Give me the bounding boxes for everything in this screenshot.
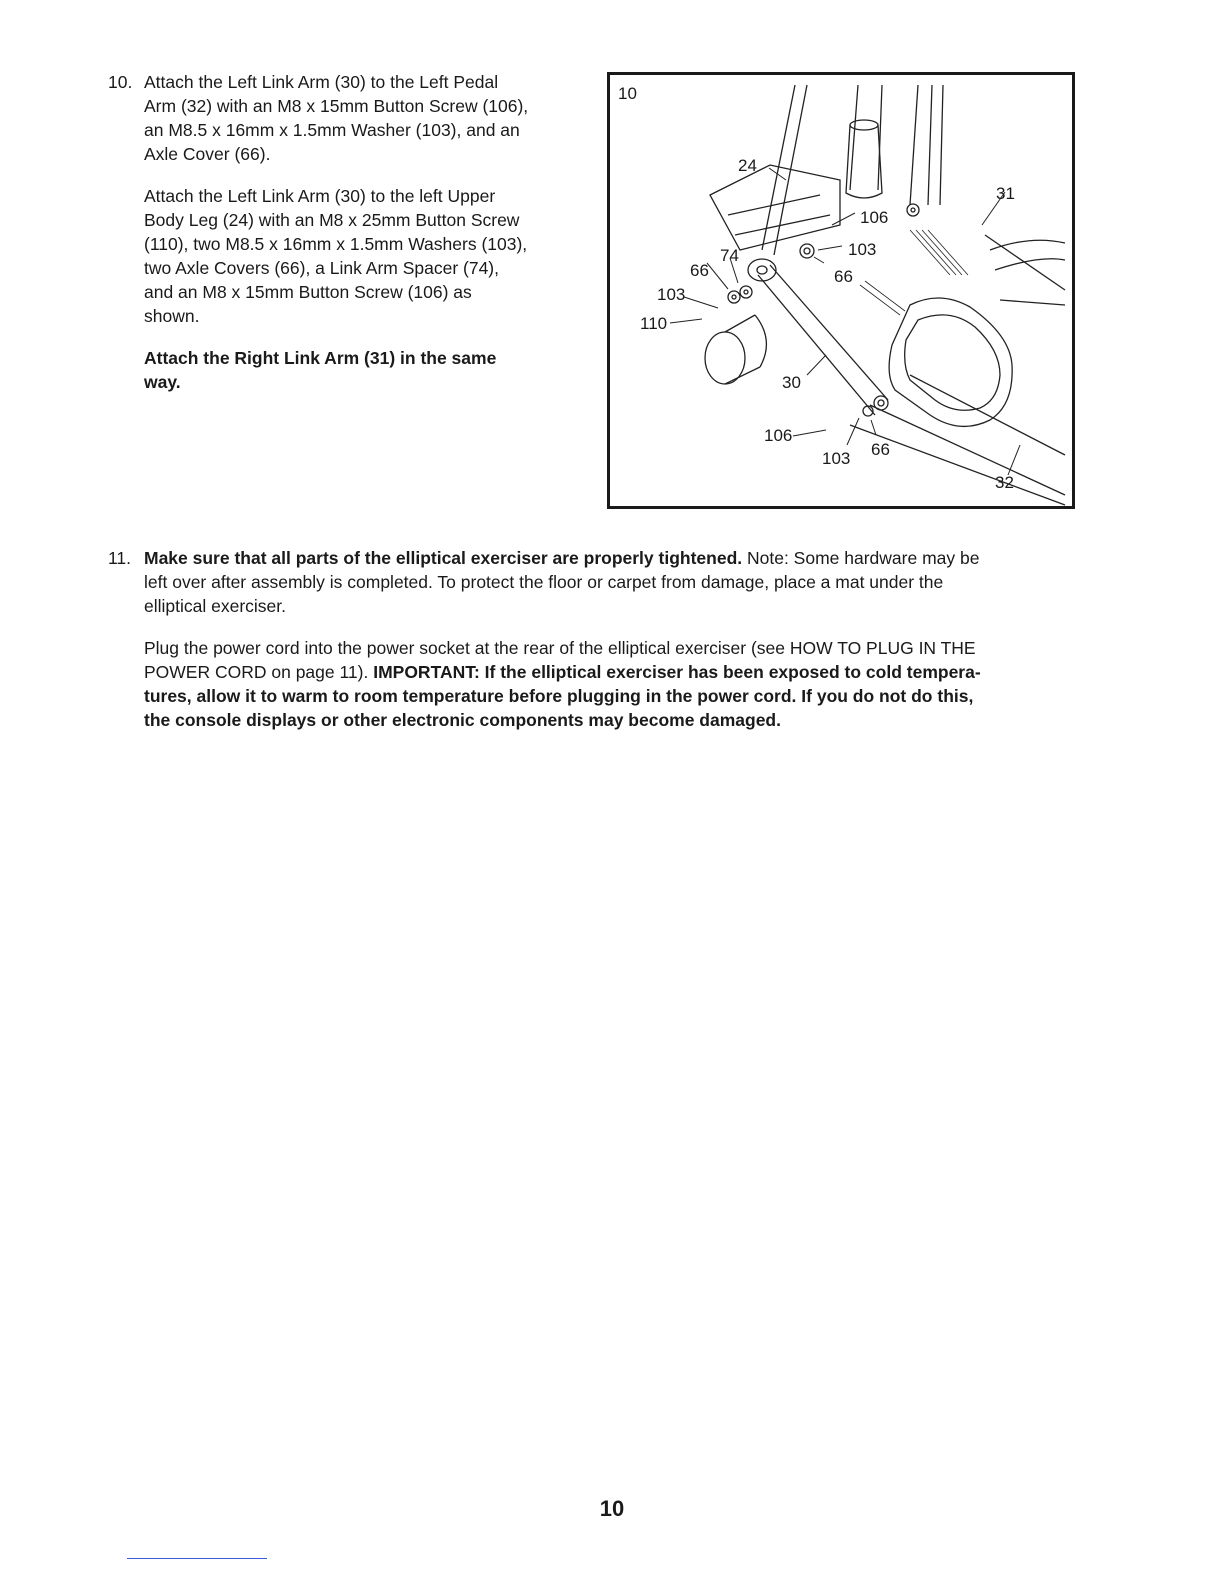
step-number: 10. xyxy=(108,72,133,92)
text-line: left over after assembly is completed. To protect the floor or carpet from damage, place a mat under the xyxy=(144,572,944,592)
callout-66-lower: 66 xyxy=(871,440,890,459)
callout-106-upper: 106 xyxy=(860,208,889,227)
text-line: an M8.5 x 16mm x 1.5mm Washer (103), and an xyxy=(144,120,520,140)
text-line xyxy=(144,546,1118,570)
text-line: Body Leg (24) with an M8 x 25mm Button Screw xyxy=(144,210,520,230)
page-number: 10 xyxy=(599,1496,625,1521)
callout-74: 74 xyxy=(720,246,739,265)
text-line: Attach the Left Link Arm (30) to the left Upper xyxy=(144,186,496,206)
tighten-warning: Make sure that all parts of the elliptical exerciser are properly tightened. xyxy=(144,548,743,568)
callout-32: 32 xyxy=(995,473,1014,492)
step-10-paragraph-2 xyxy=(144,184,588,328)
important-warning: IMPORTANT: If the elliptical exerciser has been exposed to cold tempera- xyxy=(373,662,981,682)
callout-103-left: 103 xyxy=(657,285,686,304)
text-line: two Axle Covers (66), a Link Arm Spacer (74), xyxy=(144,258,499,278)
step-10-paragraph-1 xyxy=(144,70,588,166)
text-line: Attach the Right Link Arm (31) in the same xyxy=(144,348,497,368)
text-line: Arm (32) with an M8 x 15mm Button Screw (106), xyxy=(144,96,529,116)
step-10-instructions xyxy=(108,70,588,412)
text-line: elliptical exerciser. xyxy=(144,596,286,616)
text-line: Attach the Left Link Arm (30) to the Left Pedal xyxy=(144,72,499,92)
figure-step-label: 10 xyxy=(618,84,637,103)
assembly-figure xyxy=(607,72,1075,509)
text-line: Axle Cover (66). xyxy=(144,144,271,164)
text-line: Plug the power cord into the power socket at the rear of the elliptical exerciser (see HOW TO PLUG IN THE xyxy=(144,638,976,658)
step-11-paragraph-2 xyxy=(144,636,1118,732)
footer-rule xyxy=(127,1558,267,1559)
callout-66-left: 66 xyxy=(690,261,709,280)
text-line xyxy=(144,660,1118,684)
text-line: and an M8 x 15mm Button Screw (106) as xyxy=(144,282,472,302)
callout-66-upper: 66 xyxy=(834,267,853,286)
step-11-paragraph-1 xyxy=(144,546,1118,618)
callout-30: 30 xyxy=(782,373,801,392)
text-line: way. xyxy=(144,372,181,392)
step-10-bold-note xyxy=(144,346,588,394)
text-span: Note: Some hardware may be xyxy=(742,548,980,568)
text-line: (110), two M8.5 x 16mm x 1.5mm Washers (103), xyxy=(144,234,528,254)
callout-24: 24 xyxy=(738,156,757,175)
text-line: tures, allow it to warm to room temperature before plugging in the power cord. If you do not do this, xyxy=(144,686,974,706)
callout-110: 110 xyxy=(640,314,668,333)
text-span: POWER CORD on page 11). xyxy=(144,662,374,682)
callout-103-lower: 103 xyxy=(822,449,851,468)
callout-103-upper: 103 xyxy=(848,240,877,259)
callout-31: 31 xyxy=(996,184,1015,203)
callout-106-lower: 106 xyxy=(764,426,793,445)
text-line: shown. xyxy=(144,306,200,326)
text-line: the console displays or other electronic components may become damaged. xyxy=(144,710,781,730)
step-11-instructions xyxy=(108,546,1118,750)
step-number: 11. xyxy=(108,548,132,568)
